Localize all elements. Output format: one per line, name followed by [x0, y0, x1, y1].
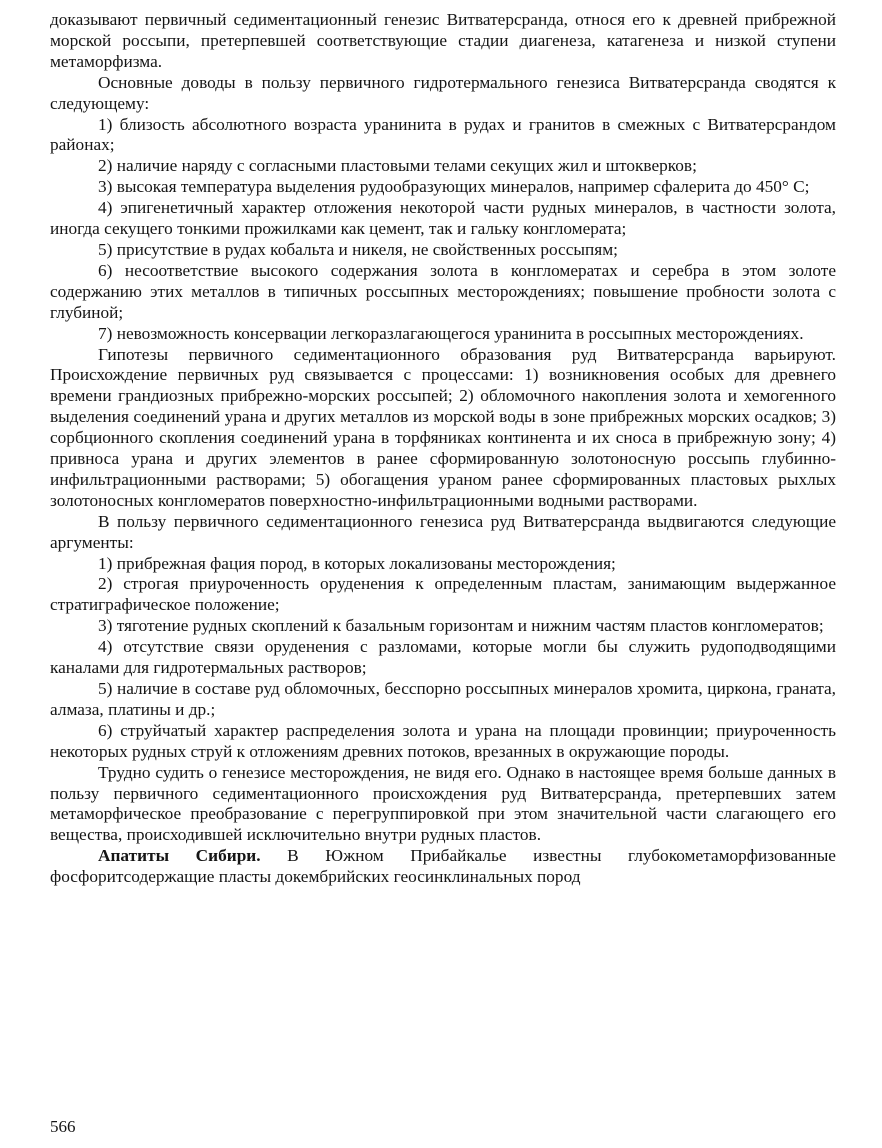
argument-item-5: 5) наличие в составе руд обломочных, бесспорно россыпных минералов хромита, циркона, граната, алмаза, платины и др.;: [50, 679, 836, 719]
argument-item-3: 3) тяготение рудных скоплений к базальным горизонтам и нижним частям пластов конгломератов;: [98, 616, 824, 636]
argument-item-4: 4) отсутствие связи оруденения с разломами, которые могли бы служить рудоподводящими каналами для гидротермальных растворов;: [50, 637, 836, 678]
paragraph-hypotheses: Гипотезы первичного седиментационного образования руд Витватерсранда варьируют. Происхождение первичных руд связывается с процессами: 1) возникновения особых для древнего времени грандиозных прибрежно-морских россыпей; 2) обломочного накопления золота и хемогенного выделения соединений урана и других металлов из морской воды в зоне прибрежных морских осадков; 3) сорбционного скопления соединений урана в торфяниках континента и их сноса в прибрежную зону; 4) привноса урана и других элементов в ранее сформированную золотоносную россыпь глубинно-инфильтрационными растворами; 5) обогащения ураном ранее сформированных пластовых рыхлых золотоносных конгломератов поверхностно-инфильтрационными водными растворами.: [50, 344, 836, 510]
argument-item-6: 6) струйчатый характер распределения золота и урана на площади провинции; приуроченность некоторых рудных струй к отложениям древних потоков, врезанных в окружающие породы.: [50, 720, 836, 761]
paragraph-1: доказывают первичный седиментационный генезис Витватерсранда, относя его к древней прибрежной морской россыпи, претерпевшей соответствующие стадии диагенеза, катагенеза и низкой ступени метаморфизма.: [50, 10, 836, 71]
list-item-7: 7) невозможность консервации легкоразлагающегося уранинита в россыпных месторождениях.: [98, 323, 804, 343]
paragraph-2: Основные доводы в пользу первичного гидротермального генезиса Витватерсранда сводятся к следующему:: [50, 72, 836, 113]
list-item-5: 5) присутствие в рудах кобальта и никеля, не свойственных россыпям;: [98, 239, 618, 259]
page-body: [50, 10, 836, 888]
section-text: В Южном Прибайкалье известны глубокометаморфизованные фосфоритсодержащие пласты докембрийских геосинклинальных пород: [50, 846, 836, 887]
list-item-3: 3) высокая температура выделения рудообразующих минералов, например сфалерита до 450° С;: [98, 177, 810, 197]
list-item-4: 4) эпигенетичный характер отложения некоторой части рудных минералов, в частности золота, иногда секущего тонкими прожилками как цемент, так и гальку конгломерата;: [50, 198, 836, 239]
paragraph-siberia-apatites: [50, 846, 836, 888]
argument-item-2: 2) строгая приуроченность оруденения к определенным пластам, занимающим выдержанное стратиграфическое положение;: [50, 574, 836, 615]
list-item-1: 1) близость абсолютного возраста уранинита в рудах и гранитов в смежных с Витватерсрандом районах;: [50, 114, 836, 155]
paragraph-conclusion: Трудно судить о генезисе месторождения, не видя его. Однако в настоящее время больше данных в пользу первичного седиментационного происхождения руд Витватерсранда, претерпевших затем метаморфическое преобразование с перегруппировкой при этом значительной части слагающего его вещества, происходившей исключительно внутри рудных пластов.: [50, 762, 836, 845]
page-number: 566: [50, 1117, 76, 1136]
list-item-6: 6) несоответствие высокого содержания золота в конгломератах и серебра в этом золоте содержанию этих металлов в типичных россыпных месторождениях; повышение пробности золота с глубиной;: [50, 260, 836, 322]
section-heading: Апатиты Сибири.: [98, 846, 261, 866]
argument-item-1: 1) прибрежная фация пород, в которых локализованы месторождения;: [98, 553, 616, 573]
paragraph-arguments-intro: В пользу первичного седиментационного генезиса руд Витватерсранда выдвигаются следующие аргументы:: [50, 511, 836, 552]
list-item-2: 2) наличие наряду с согласными пластовыми телами секущих жил и штокверков;: [98, 156, 697, 176]
